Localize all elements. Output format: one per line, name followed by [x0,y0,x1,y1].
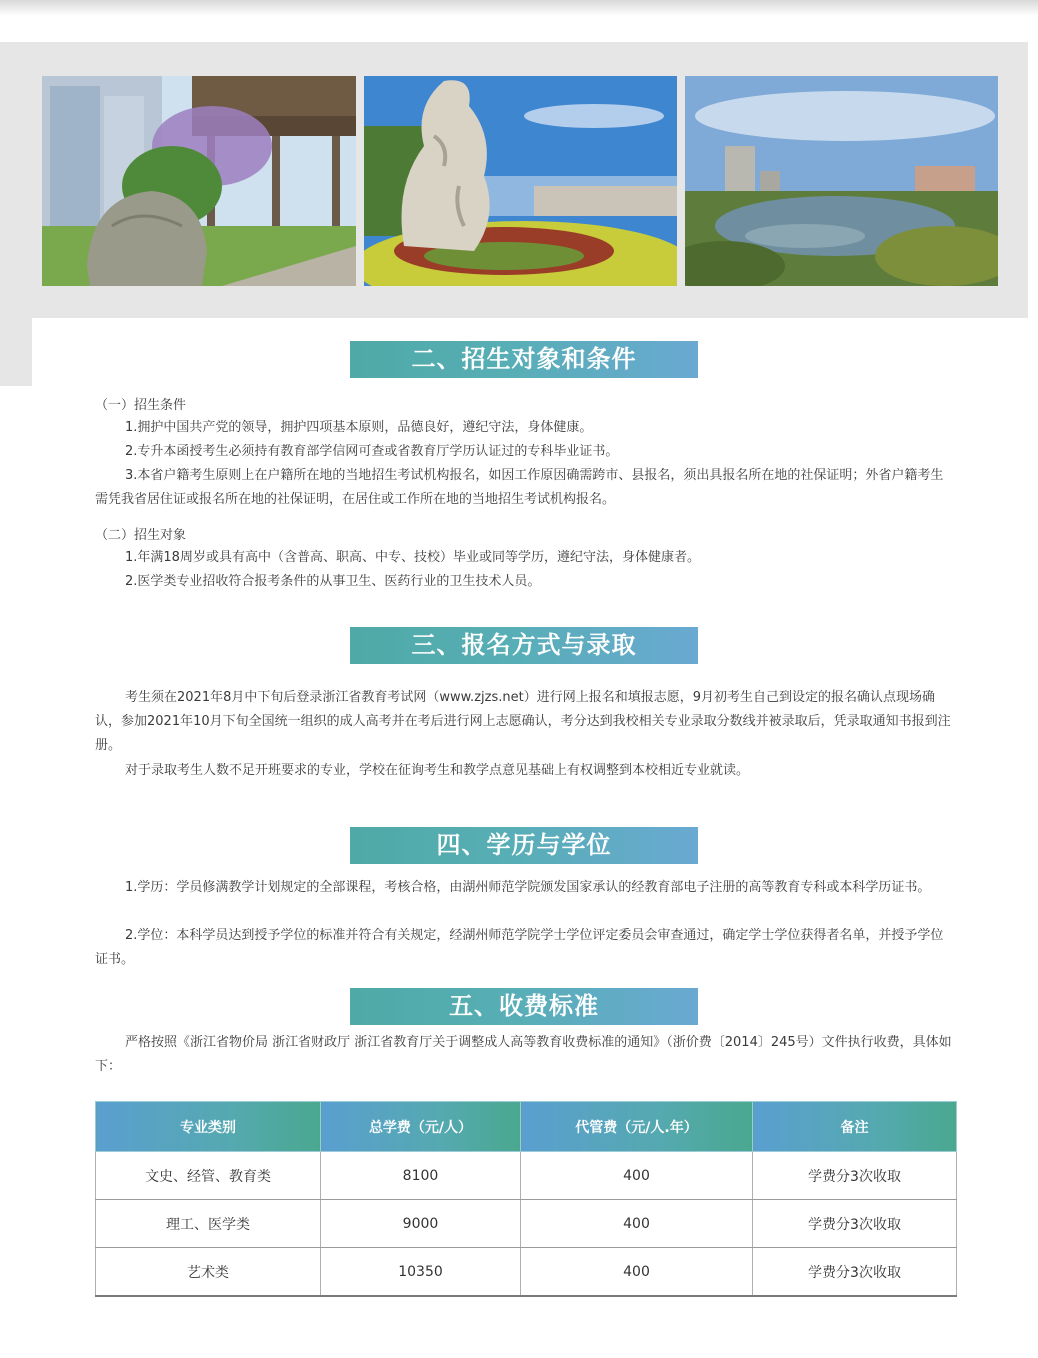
campus-photo-lake [685,76,998,286]
fee-table-header-row [96,1102,957,1152]
condition-item-1: 1.拥护中国共产党的领导，拥护四项基本原则，品德良好，遵纪守法，身体健康。 [125,420,593,435]
section-title-fees: 五、收费标准 [350,988,698,1025]
fees-intro: 严格按照《浙江省物价局 浙江省财政厅 浙江省教育厅关于调整成人高等教育收费标准的通知》（浙价费〔2014〕245号）文件执行收费，具体如下： [95,1035,952,1074]
table-row [96,1152,957,1200]
section-title-registration: 三、报名方式与录取 [350,627,698,664]
section-title-degree: 四、学历与学位 [350,827,698,864]
condition-item-3: 3.本省户籍考生原则上在户籍所在地的当地招生考试机构报名，如因工作原因确需跨市、县报名，须出具报名所在地的社保证明；外省户籍考生需凭我省居住证或报名所在地的社保证明，在居住或工作所在地的当地招生考试机构报名。 [95,468,944,507]
cell-remark: 学费分3次收取 [753,1248,957,1297]
table-row [96,1248,957,1297]
header-major-category: 专业类别 [96,1102,321,1152]
fee-table [95,1101,957,1297]
top-shadow [0,0,1038,16]
cell-remark: 学费分3次收取 [753,1200,957,1248]
degree-paragraph-degree: 2.学位：本科学员达到授予学位的标准并符合有关规定，经湖州师范学院学士学位评定委员会审查通过，确定学士学位获得者名单，并授予学位证书。 [95,928,944,967]
campus-photo-pergola [42,76,356,286]
campus-photo-rock [364,76,677,286]
cell-admin-fee: 400 [521,1200,753,1248]
cell-tuition: 9000 [321,1200,521,1248]
registration-paragraph-2: 对于录取考生人数不足开班要求的专业，学校在征询考生和教学点意见基础上有权调整到本校相近专业就读。 [125,763,750,778]
target-item-2: 2.医学类专业招收符合报考条件的从事卫生、医药行业的卫生技术人员。 [125,574,541,589]
cell-admin-fee: 400 [521,1248,753,1297]
banner-tab [0,318,32,386]
target-item-1: 1.年满18周岁或具有高中（含普高、职高、中专、技校）毕业或同等学历，遵纪守法，身体健康者。 [125,550,700,565]
header-total-tuition: 总学费（元/人） [321,1102,521,1152]
cell-major: 理工、医学类 [96,1200,321,1248]
degree-paragraph-diploma: 1.学历：学员修满教学计划规定的全部课程，考核合格，由湖州师范学院颁发国家承认的经教育部电子注册的高等教育专科或本科学历证书。 [125,880,931,895]
registration-paragraph-1: 考生须在2021年8月中下旬后登录浙江省教育考试网（www.zjzs.net）进行网上报名和填报志愿，9月初考生自己到设定的报名确认点现场确认，参加2021年10月下旬全国统一组织的成人高考并在考后进行网上志愿确认，考分达到我校相关专业录取分数线并被录取后，凭录取通知书报到注册。 [95,690,951,753]
cell-tuition: 8100 [321,1152,521,1200]
cell-admin-fee: 400 [521,1152,753,1200]
header-admin-fee: 代管费（元/人.年） [521,1102,753,1152]
cell-tuition: 10350 [321,1248,521,1297]
condition-item-2: 2.专升本函授考生必须持有教育部学信网可查或省教育厅学历认证过的专科毕业证书。 [125,444,619,459]
cell-major: 文史、经管、教育类 [96,1152,321,1200]
section-title-admission-conditions: 二、招生对象和条件 [350,341,698,378]
subheading-targets: （二）招生对象 [95,528,187,543]
table-row [96,1200,957,1248]
header-remarks: 备注 [753,1102,957,1152]
subheading-conditions: （一）招生条件 [95,398,187,413]
cell-remark: 学费分3次收取 [753,1152,957,1200]
cell-major: 艺术类 [96,1248,321,1297]
